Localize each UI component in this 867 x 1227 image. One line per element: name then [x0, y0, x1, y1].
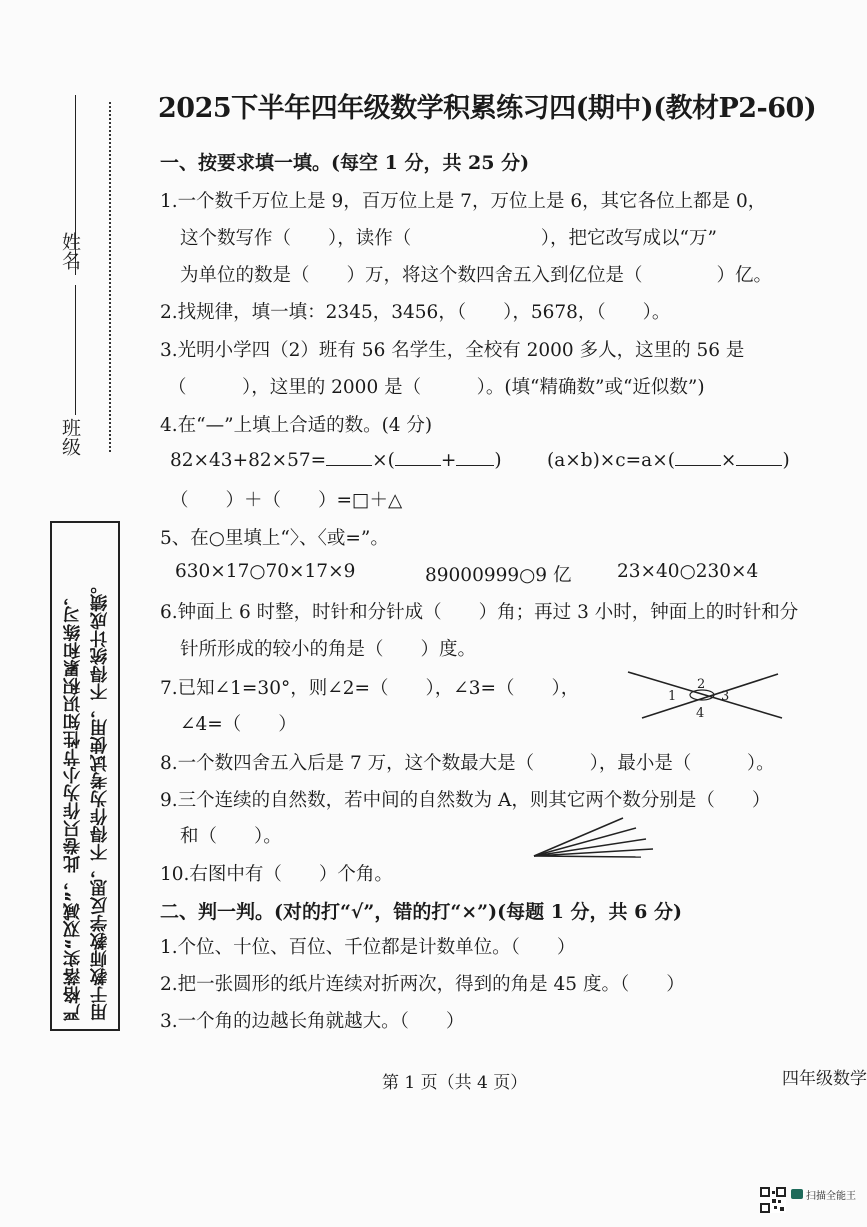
notice-text-col2: 严格落实“双减”，此卷只作为小节性知识积累和练习， [63, 587, 83, 1021]
s2-q2-line: 2.把一张圆形的纸片连续对折两次，得到的角是 45 度。（ ） [160, 974, 685, 995]
q7-angle-label-4: 4 [696, 706, 705, 721]
q10-rays-diagram [528, 812, 668, 864]
q8-line: 8.一个数四舍五入后是 7 万，这个数最大是（ ），最小是（ ）。 [160, 753, 775, 774]
class-label: 班级 [59, 418, 81, 456]
scanner-label: 扫描全能王 [806, 1191, 856, 1202]
q9-line2: 和（ ）。 [180, 826, 282, 847]
q1-line2: 这个数写作（ ），读作（ ），把它改写成以“万” [180, 228, 717, 249]
q10-ray-1 [534, 818, 623, 856]
q10-ray-5 [534, 856, 641, 857]
q7-line1: 7.已知∠1=30°，则∠2=（ ），∠3=（ ）， [160, 678, 580, 699]
notice-text-col1: 用于教师教学反思，不得作为考试使用，不得统计成绩。 [90, 576, 110, 1021]
q5-compare-a: 630×17○70×17×9 [175, 561, 356, 582]
q2-line: 2.找规律，填一填：2345，3456，（ ），5678，（ ）。 [160, 302, 671, 323]
s2-q1-line: 1.个位、十位、百位、千位都是计数单位。（ ） [160, 937, 576, 958]
page-number: 第 1 页（共 4 页） [382, 1073, 528, 1093]
q4b-mid: × [720, 450, 737, 471]
name-underline [75, 95, 76, 275]
q4b-prefix: (a×b)×c=a×( [547, 450, 675, 471]
s2-q3-line: 3.一个角的边越长角就越大。（ ） [160, 1011, 465, 1032]
qr-code-icon [760, 1187, 786, 1213]
q1-line3: 为单位的数是（ ）万，将这个数四舍五入到亿位是（ ）亿。 [180, 265, 773, 286]
q7-angle-diagram [620, 666, 790, 722]
q4-expression-a [170, 449, 502, 471]
section2-heading: 二、判一判。(对的打“√”，错的打“×”)(每题 1 分，共 6 分) [160, 901, 682, 923]
page-title: 2025下半年四年级数学积累练习四(期中)(教材P2-60) [158, 93, 817, 124]
scanner-logo-icon [791, 1189, 803, 1199]
q1-line1: 1.一个数千万位上是 9，百万位上是 7，万位上是 6，其它各位上都是 0， [160, 191, 767, 212]
q7-angle-label-1: 1 [668, 689, 677, 704]
q4b-blank1[interactable] [675, 449, 721, 466]
notice-box [50, 521, 120, 1031]
q4a-blank2[interactable] [395, 449, 441, 466]
q9-line1: 9.三个连续的自然数，若中间的自然数为 A，则其它两个数分别是（ ） [160, 790, 771, 811]
q4a-blank3[interactable] [456, 449, 494, 466]
q10-line: 10.右图中有（ ）个角。 [160, 864, 393, 885]
q7-angle-label-2: 2 [697, 677, 706, 692]
q4b-end: ) [782, 450, 790, 471]
q7-line2: ∠4=（ ） [180, 714, 297, 735]
q4-line3: （ ）＋（ ）=□＋△ [170, 490, 403, 511]
q7-angle-label-3: 3 [721, 689, 730, 704]
class-underline [75, 285, 76, 415]
q4a-end: ) [494, 450, 502, 471]
q5-line1: 5、在○里填上“〉、〈或=”。 [160, 528, 389, 549]
q4a-blank1[interactable] [326, 449, 372, 466]
binding-dotted-line [109, 102, 111, 452]
q4-expression-b [547, 449, 790, 471]
q5-compare-c: 23×40○230×4 [617, 561, 759, 582]
footer-subject: 四年级数学 [782, 1069, 867, 1089]
section1-heading: 一、按要求填一填。(每空 1 分，共 25 分) [160, 152, 530, 174]
q3-line1: 3.光明小学四（2）班有 56 名学生，全校有 2000 多人，这里的 56 是 [160, 340, 745, 361]
q4a-mid2: + [440, 450, 457, 471]
q10-ray-2 [534, 828, 636, 856]
q4-line1: 4.在“—”上填上合适的数。(4 分) [160, 415, 433, 436]
name-label: 姓名 [59, 232, 81, 270]
q6-line2: 针所形成的较小的角是（ ）度。 [180, 639, 477, 660]
q5-compare-b: 89000999○9 亿 [425, 565, 572, 586]
q3-line2: （ ），这里的 2000 是（ ）。(填“精确数”或“近似数”) [168, 377, 705, 398]
q4a-mid1: ×( [372, 450, 395, 471]
q4a-prefix: 82×43+82×57= [170, 450, 327, 471]
q10-ray-4 [534, 849, 653, 856]
q4b-blank2[interactable] [736, 449, 782, 466]
q6-line1: 6.钟面上 6 时整，时针和分针成（ ）角；再过 3 小时，钟面上的时针和分 [160, 602, 799, 623]
